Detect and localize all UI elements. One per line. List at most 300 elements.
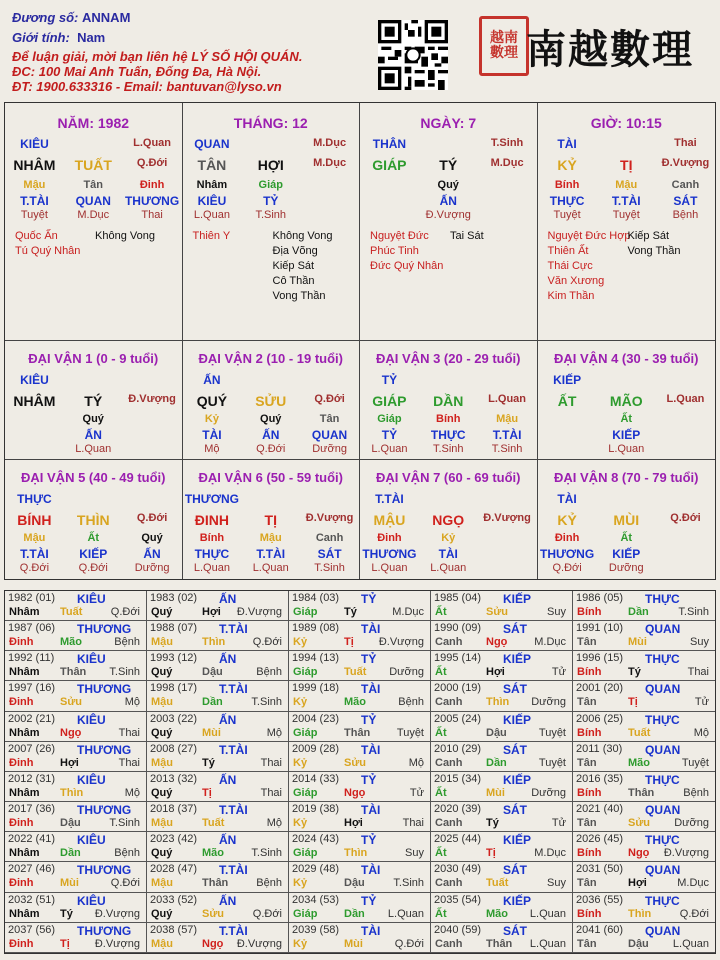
year-shishen: SÁT <box>503 803 527 818</box>
row <box>183 492 360 506</box>
year-branch: Tý <box>344 606 357 618</box>
spacer <box>656 562 715 574</box>
dai-van-stem: NHÂM <box>13 393 56 409</box>
hidden-stem: Quý <box>260 413 282 425</box>
hidden-stem: Ất <box>87 532 100 544</box>
row <box>538 393 716 409</box>
year-stem: Ất <box>435 606 447 618</box>
row <box>5 413 182 425</box>
hidden-shishen: SÁT <box>317 547 342 561</box>
year-label: 1994 (13) <box>292 652 340 665</box>
hidden-phase: T.Sinh <box>491 443 523 455</box>
pillar-stem: GIÁP <box>372 157 407 173</box>
year-label: 1993 (12) <box>150 652 198 665</box>
year-shishen: TỶ <box>361 893 377 908</box>
chart-grid <box>4 102 716 580</box>
hidden-stem: Tân <box>83 179 104 191</box>
year-stem: Mậu <box>151 817 173 830</box>
spacer <box>538 443 597 455</box>
year-branch: Hợi <box>486 666 505 679</box>
year-branch: Sửu <box>628 817 651 830</box>
year-label: 1999 (18) <box>292 682 340 695</box>
year-cell <box>5 712 147 742</box>
year-stem: Đinh <box>9 937 34 950</box>
dai-van-shishen: KIÊU <box>20 373 49 387</box>
year-cell <box>5 591 147 621</box>
year-phase: L.Quan <box>672 937 709 950</box>
hidden-phase: Tuyệt <box>612 209 640 221</box>
pillar-stem: KỶ <box>557 157 577 173</box>
year-stem: Kỷ <box>293 817 308 830</box>
year-label: 2030 (49) <box>434 863 482 876</box>
year-shishen: QUAN <box>645 622 681 637</box>
good-star: Phúc Tinh <box>370 245 419 257</box>
year-phase: Q.Đới <box>252 636 282 649</box>
pillar-branch: HỢI <box>257 157 284 173</box>
year-shishen: THỰC <box>645 893 680 908</box>
good-star: Văn Xương <box>547 275 605 287</box>
bad-star: Cô Thần <box>272 275 315 287</box>
hidden-shishen: KIẾP <box>79 547 108 561</box>
good-star: Nguyệt Đức Hợp <box>547 230 631 242</box>
year-label: 2014 (33) <box>292 772 340 785</box>
year-stem: Tân <box>577 696 597 709</box>
pillar-shishen: KIÊU <box>20 137 49 151</box>
dai-van-stem: BÍNH <box>17 512 52 528</box>
year-cell <box>147 893 289 923</box>
hidden-phase: L.Quan <box>193 562 230 574</box>
year-cell <box>5 651 147 681</box>
year-phase: Dưỡng <box>531 696 566 709</box>
year-stem: Giáp <box>293 907 318 920</box>
year-stem: Mậu <box>151 937 173 950</box>
year-branch: Dậu <box>486 726 507 739</box>
dai-van-cell <box>5 341 183 460</box>
year-branch: Mùi <box>60 877 79 890</box>
good-star: Thiên Y <box>192 230 231 242</box>
header <box>0 0 720 100</box>
year-label: 2011 (30) <box>576 742 623 755</box>
year-label: 2005 (24) <box>434 712 482 725</box>
year-phase: Thai <box>402 817 424 830</box>
year-cell <box>573 742 715 772</box>
pillar-title: GIỜ: 10:15 <box>590 115 662 131</box>
spacer <box>419 492 478 506</box>
year-label: 2017 (36) <box>8 803 56 816</box>
hidden-stem: Đinh <box>377 532 402 544</box>
dai-van-stem: MẬU <box>373 512 406 528</box>
spacer <box>656 428 715 442</box>
spacer <box>241 492 300 506</box>
year-shishen: KIẾP <box>503 893 532 908</box>
hidden-phase: Dưỡng <box>608 562 644 574</box>
row <box>5 443 182 455</box>
brand-logo: 南越數理 <box>526 26 694 73</box>
row <box>538 532 716 544</box>
hidden-stem: Giáp <box>258 179 283 191</box>
year-branch: Dần <box>628 606 649 618</box>
pillar-phase-top: T.Sinh <box>490 137 524 149</box>
year-cell <box>573 802 715 832</box>
year-cell <box>147 832 289 862</box>
dai-van-title: ĐẠI VẬN 6 (50 - 59 tuổi) <box>198 470 343 485</box>
spacer <box>123 443 182 455</box>
year-phase: T.Sinh <box>109 817 140 830</box>
year-cell <box>5 621 147 651</box>
hidden-stem: Quý <box>82 413 104 425</box>
year-phase: M.Dục <box>677 877 709 890</box>
row <box>183 179 360 191</box>
year-cell <box>431 712 573 742</box>
good-star: Tú Quý Nhân <box>15 245 81 257</box>
row <box>360 532 537 544</box>
spacer <box>241 373 300 387</box>
year-branch: Mùi <box>344 937 363 950</box>
row <box>5 209 182 221</box>
year-shishen: KIẾP <box>503 833 532 848</box>
dai-van-branch: TÝ <box>84 393 103 409</box>
year-label: 2027 (46) <box>8 863 56 876</box>
year-branch: Tuất <box>344 666 367 679</box>
dai-van-branch: MÃO <box>609 393 643 409</box>
year-stem: Ất <box>435 847 447 860</box>
year-branch: Tý <box>486 817 499 830</box>
dai-van-phase: Q.Đới <box>136 512 168 524</box>
row <box>183 373 360 387</box>
year-stem: Ất <box>435 907 447 920</box>
spacer <box>300 373 359 387</box>
row <box>360 157 537 173</box>
year-branch: Thìn <box>344 847 368 860</box>
hidden-shishen: TÀI <box>438 547 458 561</box>
spacer <box>360 194 419 208</box>
year-phase: Tuyệt <box>681 756 709 769</box>
spacer <box>478 373 537 387</box>
year-branch: Tị <box>202 786 212 799</box>
year-cell <box>289 651 431 681</box>
row <box>183 194 360 208</box>
year-phase: Suy <box>690 636 709 649</box>
spacer <box>5 443 64 455</box>
year-label: 2041 (60) <box>576 923 624 936</box>
year-branch: Sửu <box>486 606 509 618</box>
hidden-stem: Quý <box>437 179 459 191</box>
year-stem: Tân <box>577 937 597 950</box>
year-phase: Tử <box>409 786 424 799</box>
year-stem: Tân <box>577 817 597 830</box>
spacer <box>123 492 182 506</box>
hidden-phase: Dưỡng <box>134 562 170 574</box>
year-cell <box>573 893 715 923</box>
year-shishen: THƯƠNG <box>77 682 132 697</box>
spacer <box>478 492 537 506</box>
year-cell <box>431 923 573 953</box>
year-phase: Mộ <box>693 726 709 739</box>
year-phase: Thai <box>260 786 282 799</box>
spacer <box>478 194 537 208</box>
year-shishen: T.TÀI <box>219 682 248 697</box>
year-shishen: KIÊU <box>77 833 106 848</box>
owner-name: ANNAM <box>82 10 131 25</box>
year-shishen: THỰC <box>645 712 680 727</box>
spacer <box>360 209 419 221</box>
year-phase: Suy <box>405 847 424 860</box>
year-shishen: T.TÀI <box>219 742 248 757</box>
spacer <box>538 413 597 425</box>
hidden-phase: Tuyệt <box>553 209 581 221</box>
year-stem: Đinh <box>9 756 34 769</box>
year-branch: Thìn <box>60 786 84 799</box>
year-phase: T.Sinh <box>251 847 282 860</box>
year-stem: Nhâm <box>9 666 40 679</box>
bad-star: Tai Sát <box>450 230 484 242</box>
year-shishen: TÀI <box>361 803 381 818</box>
year-branch: Dần <box>60 847 81 860</box>
year-cell <box>289 591 431 621</box>
row <box>183 137 360 151</box>
year-cell <box>5 742 147 772</box>
pillar-stem: NHÂM <box>13 157 56 173</box>
row <box>538 137 716 151</box>
year-shishen: ẤN <box>219 592 237 606</box>
year-shishen: TỶ <box>361 652 377 667</box>
year-phase: Tử <box>551 666 566 679</box>
dai-van-cell <box>183 341 361 460</box>
pillar-branch: TUẤT <box>74 157 112 173</box>
row <box>360 512 537 528</box>
year-label: 2006 (25) <box>576 712 624 725</box>
year-phase: Suy <box>547 606 566 618</box>
year-cell <box>147 621 289 651</box>
year-label: 2021 (40) <box>576 803 624 816</box>
row <box>183 393 360 409</box>
spacer <box>64 492 123 506</box>
year-branch: Thân <box>60 666 87 679</box>
year-shishen: ẤN <box>219 893 237 908</box>
year-label: 2035 (54) <box>434 893 482 906</box>
year-shishen: KIÊU <box>77 592 106 606</box>
year-branch: Thìn <box>486 696 510 709</box>
year-cell <box>147 802 289 832</box>
year-stem: Ất <box>435 726 447 739</box>
year-cell <box>289 772 431 802</box>
year-shishen: T.TÀI <box>219 863 248 878</box>
year-label: 2002 (21) <box>8 712 56 725</box>
year-shishen: THỰC <box>645 592 680 606</box>
year-shishen: TÀI <box>361 622 381 637</box>
hidden-stem: Mậu <box>615 179 638 191</box>
row <box>538 562 716 574</box>
year-label: 2023 (42) <box>150 833 198 846</box>
year-stem: Đinh <box>9 877 34 890</box>
hidden-phase: L.Quan <box>252 562 289 574</box>
year-branch: Dậu <box>202 666 223 679</box>
year-cell <box>147 742 289 772</box>
hidden-shishen: ẤN <box>262 428 280 442</box>
bad-star: Không Vong <box>272 230 333 242</box>
spacer <box>300 209 359 221</box>
bad-star: Không Vong <box>95 230 155 242</box>
year-cell <box>573 591 715 621</box>
year-phase: Bệnh <box>683 786 709 799</box>
year-shishen: KIẾP <box>503 592 532 606</box>
hidden-phase: Đ.Vượng <box>425 209 471 221</box>
year-phase: Thai <box>118 756 140 769</box>
year-shishen: SÁT <box>503 742 527 757</box>
row <box>360 209 537 221</box>
year-phase: Tử <box>551 817 566 830</box>
row <box>183 209 360 221</box>
year-cell <box>431 651 573 681</box>
hidden-phase: Q.Đới <box>78 562 108 574</box>
year-cell <box>573 621 715 651</box>
year-phase: Thai <box>118 726 140 739</box>
pillar-shishen: THÂN <box>372 137 407 151</box>
good-star: Đức Quý Nhân <box>370 260 444 272</box>
year-shishen: TÀI <box>361 742 381 757</box>
year-stem: Giáp <box>293 666 318 679</box>
year-cell <box>431 832 573 862</box>
year-cell <box>289 742 431 772</box>
year-stem: Ất <box>435 666 447 679</box>
dai-van-phase: L.Quan <box>666 393 705 405</box>
year-cell <box>5 923 147 953</box>
dai-van-phase: Đ.Vượng <box>305 512 354 524</box>
hidden-shishen: ẤN <box>143 547 161 561</box>
hidden-shishen: THƯƠNG <box>539 547 595 561</box>
year-phase: M.Dục <box>534 636 566 649</box>
hidden-shishen: ẤN <box>439 194 457 208</box>
year-branch: Hợi <box>202 606 221 618</box>
year-label: 2008 (27) <box>150 742 198 755</box>
year-phase: Thai <box>687 666 709 679</box>
year-stem: Canh <box>435 696 463 709</box>
row <box>360 492 537 506</box>
year-shishen: THỰC <box>645 652 680 667</box>
year-stem: Bính <box>577 907 602 920</box>
year-stem: Quý <box>151 606 173 618</box>
year-branch: Sửu <box>202 907 225 920</box>
dai-van-shishen: THỰC <box>17 492 52 506</box>
spacer <box>478 547 537 561</box>
year-label: 2028 (47) <box>150 863 198 876</box>
year-stem: Tân <box>577 756 597 769</box>
year-branch: Thân <box>344 726 371 739</box>
year-label: 2031 (50) <box>576 863 624 876</box>
pillar-stem: TÂN <box>197 157 227 173</box>
year-label: 2025 (44) <box>434 833 482 846</box>
year-shishen: TỶ <box>361 772 377 787</box>
phone-email-line: ĐT: 1900.633316 - Email: bantuvan@lyso.vn <box>12 79 282 94</box>
year-stem: Đinh <box>9 636 34 649</box>
spacer <box>5 413 64 425</box>
dai-van-shishen: ẤN <box>203 373 221 387</box>
year-label: 1984 (03) <box>292 592 340 604</box>
row <box>538 373 716 387</box>
year-branch: Thân <box>202 877 229 890</box>
year-label: 2013 (32) <box>150 772 198 785</box>
dai-van-stem: ẤT <box>557 393 577 409</box>
good-star: Thái Cực <box>547 260 593 272</box>
year-stem: Nhâm <box>9 907 40 920</box>
year-stem: Giáp <box>293 847 318 860</box>
year-phase: Tử <box>694 696 709 709</box>
spacer <box>597 373 656 387</box>
hidden-phase: M.Dục <box>77 209 110 221</box>
year-shishen: SÁT <box>503 622 527 637</box>
year-branch: Tý <box>60 907 73 920</box>
hidden-shishen: SÁT <box>673 194 698 208</box>
good-star: Nguyệt Đức <box>370 230 429 242</box>
year-shishen: QUAN <box>645 803 681 818</box>
bad-star: Kiếp Sát <box>627 230 670 242</box>
hidden-phase: Q.Đới <box>256 443 286 455</box>
hidden-phase: L.Quan <box>608 443 645 455</box>
year-shishen: SÁT <box>503 923 527 938</box>
hidden-phase: L.Quan <box>193 209 230 221</box>
year-label: 2004 (23) <box>292 712 340 725</box>
hidden-stem: Canh <box>671 179 700 191</box>
year-stem: Kỷ <box>293 696 308 709</box>
year-stem: Mậu <box>151 877 173 890</box>
year-shishen: THƯƠNG <box>77 742 132 757</box>
row <box>360 393 537 409</box>
year-shishen: TÀI <box>361 682 381 697</box>
pillar-phase-top: M.Dục <box>313 137 347 149</box>
dai-van-branch: TỊ <box>264 512 277 528</box>
year-label: 2037 (56) <box>8 923 56 936</box>
hidden-shishen: T.TÀI <box>492 428 522 442</box>
dai-van-cell <box>360 460 538 579</box>
year-label: 2003 (22) <box>150 712 198 725</box>
year-shishen: KIÊU <box>77 652 106 667</box>
row <box>183 562 360 574</box>
dai-van-cell <box>360 341 538 460</box>
hidden-shishen: THỰC <box>430 428 466 442</box>
dai-van-stem: ĐINH <box>194 512 230 528</box>
year-stem: Giáp <box>293 786 318 799</box>
year-shishen: ẤN <box>219 652 237 667</box>
year-stem: Đinh <box>9 817 34 830</box>
year-shishen: THƯƠNG <box>77 923 132 938</box>
dai-van-cell <box>538 341 716 460</box>
year-branch: Ngọ <box>486 636 508 649</box>
year-branch: Tuất <box>60 606 83 618</box>
row <box>360 547 537 561</box>
year-branch: Dậu <box>60 817 81 830</box>
hidden-shishen: QUAN <box>75 194 111 208</box>
bad-stars-list <box>273 229 333 304</box>
spacer <box>419 373 478 387</box>
year-label: 2039 (58) <box>292 923 340 936</box>
year-phase: Tuyệt <box>538 726 566 739</box>
year-phase: Q.Đới <box>679 907 709 920</box>
bad-stars-list <box>95 229 155 244</box>
year-label: 2020 (39) <box>434 803 482 816</box>
year-shishen: QUAN <box>645 863 681 878</box>
row <box>183 413 360 425</box>
year-stem: Mậu <box>151 756 173 769</box>
year-cell <box>147 651 289 681</box>
year-stem: Nhâm <box>9 786 40 799</box>
good-stars-list <box>193 229 231 244</box>
address-line: ĐC: 100 Mai Anh Tuấn, Đống Đa, Hà Nội. <box>12 64 262 79</box>
spacer <box>656 532 715 544</box>
row <box>5 157 182 173</box>
hidden-phase: L.Quan <box>371 562 408 574</box>
year-branch: Dần <box>344 907 365 920</box>
row <box>183 428 360 442</box>
